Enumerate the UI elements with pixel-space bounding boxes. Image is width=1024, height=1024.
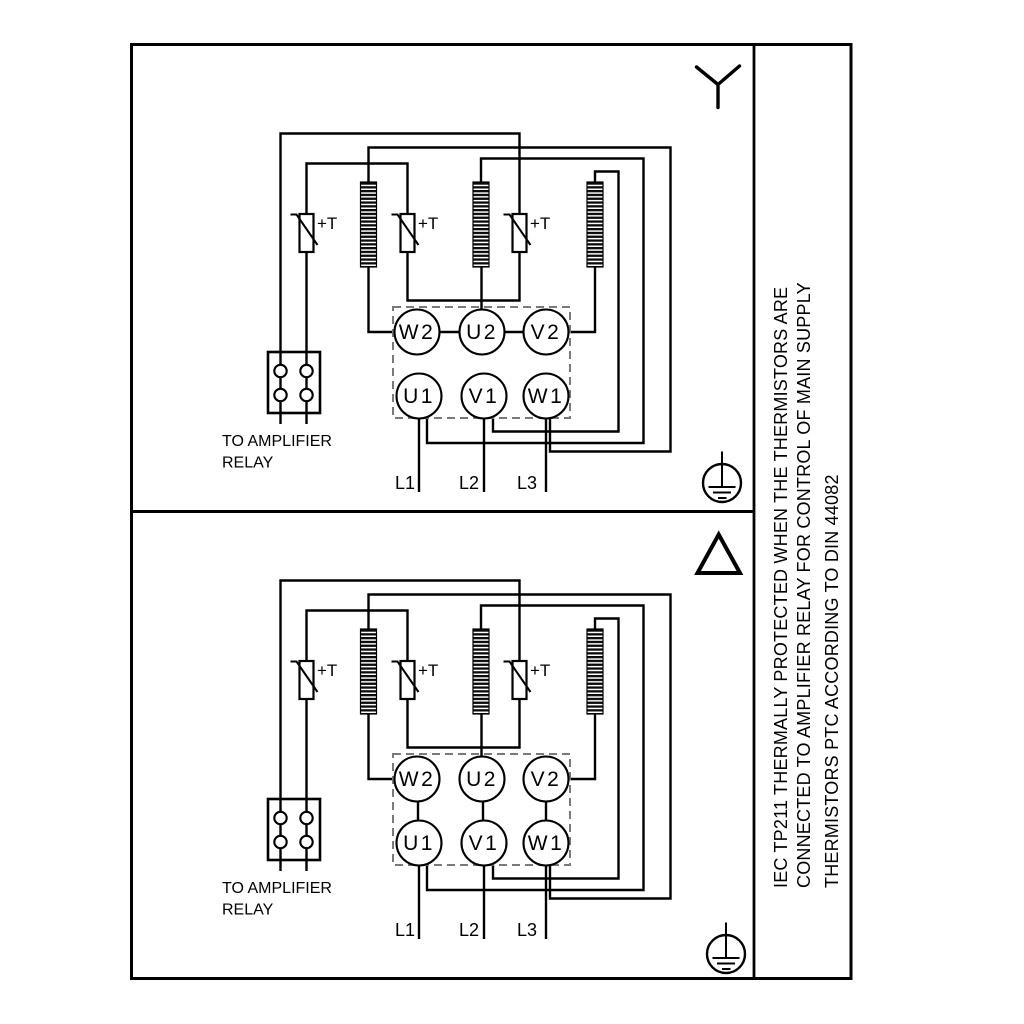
- terminal-v1-label: V1: [468, 385, 500, 408]
- side-note-line-3: THERMISTORS PTC ACCORDING TO DIN 44082: [822, 474, 842, 888]
- terminal-w1-label: W1: [527, 832, 565, 855]
- thermistor-2-body: [401, 661, 415, 699]
- star-symbol-icon: [697, 66, 740, 108]
- relay-box: [268, 352, 320, 413]
- side-note-line-2: CONNECTED TO AMPLIFIER RELAY FOR CONTROL OF MAIN SUPPLY: [794, 282, 814, 888]
- relay-pin: [274, 836, 286, 848]
- relay-pin: [300, 365, 312, 377]
- relay-box: [268, 799, 320, 860]
- thermistor-3-label: +T: [530, 214, 551, 233]
- thermistor-2-body: [401, 214, 415, 252]
- thermistor-1-body: [300, 214, 314, 252]
- terminal-v2-label: V2: [530, 321, 562, 344]
- terminal-u1-label: U1: [403, 385, 435, 408]
- relay-note-line1: TO AMPLIFIER: [222, 880, 332, 897]
- earth-ground-icon: [703, 452, 741, 503]
- winding-w-bottom-wire: [369, 267, 396, 332]
- earth-ground-icon: [707, 923, 745, 974]
- terminal-u1-label: U1: [403, 832, 435, 855]
- terminal-v1-label: V1: [468, 832, 500, 855]
- terminal-w2-label: W2: [398, 768, 436, 791]
- winding-u-coil: [473, 182, 489, 267]
- star-panel: [222, 66, 741, 502]
- thermistor-2-label: +T: [418, 214, 439, 233]
- relay-connector: [222, 799, 332, 919]
- relay-pin: [274, 812, 286, 824]
- supply-label-l2: L2: [458, 473, 479, 493]
- relay-connector: [222, 352, 332, 472]
- winding-u-coil: [473, 629, 489, 714]
- winding-w-coil: [361, 182, 377, 267]
- thermistor-2-label: +T: [418, 661, 439, 680]
- thermistor-2: [392, 661, 439, 699]
- relay-note-line2: RELAY: [222, 901, 274, 919]
- supply-label-l3: L3: [516, 920, 537, 940]
- winding-w-coil: [361, 629, 377, 714]
- winding-v-bottom-wire: [568, 267, 595, 332]
- terminal-v2-label: V2: [530, 768, 562, 791]
- relay-pin: [274, 365, 286, 377]
- relay-note-line2: RELAY: [222, 454, 274, 472]
- terminal-w2-label: W2: [398, 321, 436, 344]
- relay-pin: [274, 389, 286, 401]
- supply-label-l2: L2: [458, 920, 479, 940]
- winding-v-bottom-wire: [568, 714, 595, 779]
- thermistor-3: [504, 661, 551, 699]
- winding-w-bottom-wire: [369, 714, 396, 779]
- thermistor-1-label: +T: [317, 214, 338, 233]
- thermistor-1-body: [300, 661, 314, 699]
- terminal-u2-label: U2: [466, 321, 498, 344]
- thermistor-3-body: [513, 214, 527, 252]
- terminal-w1-label: W1: [527, 385, 565, 408]
- winding-v-coil: [587, 629, 603, 714]
- relay-pin: [300, 836, 312, 848]
- thermistor-1: [291, 214, 338, 252]
- thermistor-2: [392, 214, 439, 252]
- supply-label-l3: L3: [516, 473, 537, 493]
- supply-label-l1: L1: [394, 920, 415, 940]
- thermistor-3: [504, 214, 551, 252]
- thermistor-3-body: [513, 661, 527, 699]
- delta-symbol-icon: [698, 535, 741, 574]
- supply-label-l1: L1: [394, 473, 415, 493]
- winding-v-coil: [587, 182, 603, 267]
- relay-pin: [300, 812, 312, 824]
- side-note: [771, 282, 842, 888]
- terminal-u2-label: U2: [466, 768, 498, 791]
- side-note-line-1: IEC TP211 THERMALLY PROTECTED WHEN THE THERMISTORS ARE: [771, 286, 791, 888]
- thermistor-1: [291, 661, 338, 699]
- delta-panel: [222, 535, 745, 974]
- thermistor-3-label: +T: [530, 661, 551, 680]
- thermistor-1-label: +T: [317, 661, 338, 680]
- relay-note-line1: TO AMPLIFIER: [222, 433, 332, 450]
- relay-pin: [300, 389, 312, 401]
